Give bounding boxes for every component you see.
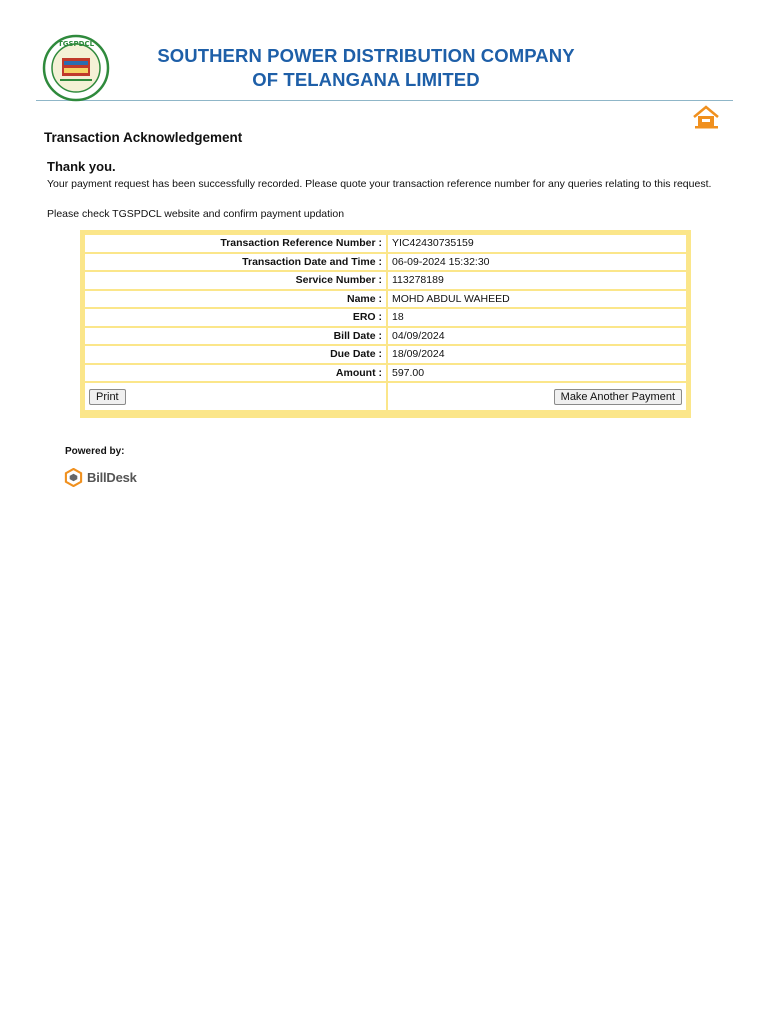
field-label: Transaction Date and Time : xyxy=(85,254,386,271)
make-another-payment-button[interactable]: Make Another Payment xyxy=(554,389,682,405)
field-value: YIC42430735159 xyxy=(388,235,686,252)
another-payment-cell xyxy=(388,383,686,410)
field-label: Transaction Reference Number : xyxy=(85,235,386,252)
table-row xyxy=(85,365,686,382)
table-row xyxy=(85,272,686,289)
transaction-details-box xyxy=(80,230,691,418)
billdesk-text: BillDesk xyxy=(87,469,137,485)
field-label: Due Date : xyxy=(85,346,386,363)
success-message: Your payment request has been successfully recorded. Please quote your transaction reference number for any queries relating to this request. xyxy=(47,178,712,190)
company-name-line2: OF TELANGANA LIMITED xyxy=(252,69,480,90)
page-title: Transaction Acknowledgement xyxy=(44,130,243,145)
field-value: 18/09/2024 xyxy=(388,346,686,363)
thank-you-heading: Thank you. xyxy=(47,159,116,174)
field-label: Name : xyxy=(85,291,386,308)
field-label: Amount : xyxy=(85,365,386,382)
page-header xyxy=(36,28,733,101)
company-name-line1: SOUTHERN POWER DISTRIBUTION COMPANY xyxy=(157,45,575,66)
field-label: Bill Date : xyxy=(85,328,386,345)
field-label: Service Number : xyxy=(85,272,386,289)
print-button[interactable]: Print xyxy=(89,389,126,405)
table-row xyxy=(85,309,686,326)
field-value: 113278189 xyxy=(388,272,686,289)
table-row xyxy=(85,254,686,271)
table-row xyxy=(85,291,686,308)
table-row xyxy=(85,328,686,345)
field-value: 06-09-2024 15:32:30 xyxy=(388,254,686,271)
button-row xyxy=(85,383,686,410)
field-value: 18 xyxy=(388,309,686,326)
table-row xyxy=(85,235,686,252)
field-value: 04/09/2024 xyxy=(388,328,686,345)
field-label: ERO : xyxy=(85,309,386,326)
logo-text: TGSPDCL xyxy=(57,40,95,48)
powered-by-label: Powered by: xyxy=(65,446,125,457)
tgspdcl-logo-icon xyxy=(42,34,110,102)
confirm-message: Please check TGSPDCL website and confirm payment updation xyxy=(47,208,345,220)
company-name xyxy=(136,44,596,92)
billdesk-logo-icon xyxy=(64,468,83,487)
field-value: 597.00 xyxy=(388,365,686,382)
table-row xyxy=(85,346,686,363)
print-cell xyxy=(85,383,386,410)
transaction-table xyxy=(83,233,688,412)
billdesk-brand xyxy=(64,467,137,487)
field-value: MOHD ABDUL WAHEED xyxy=(388,291,686,308)
home-icon[interactable] xyxy=(691,104,721,130)
